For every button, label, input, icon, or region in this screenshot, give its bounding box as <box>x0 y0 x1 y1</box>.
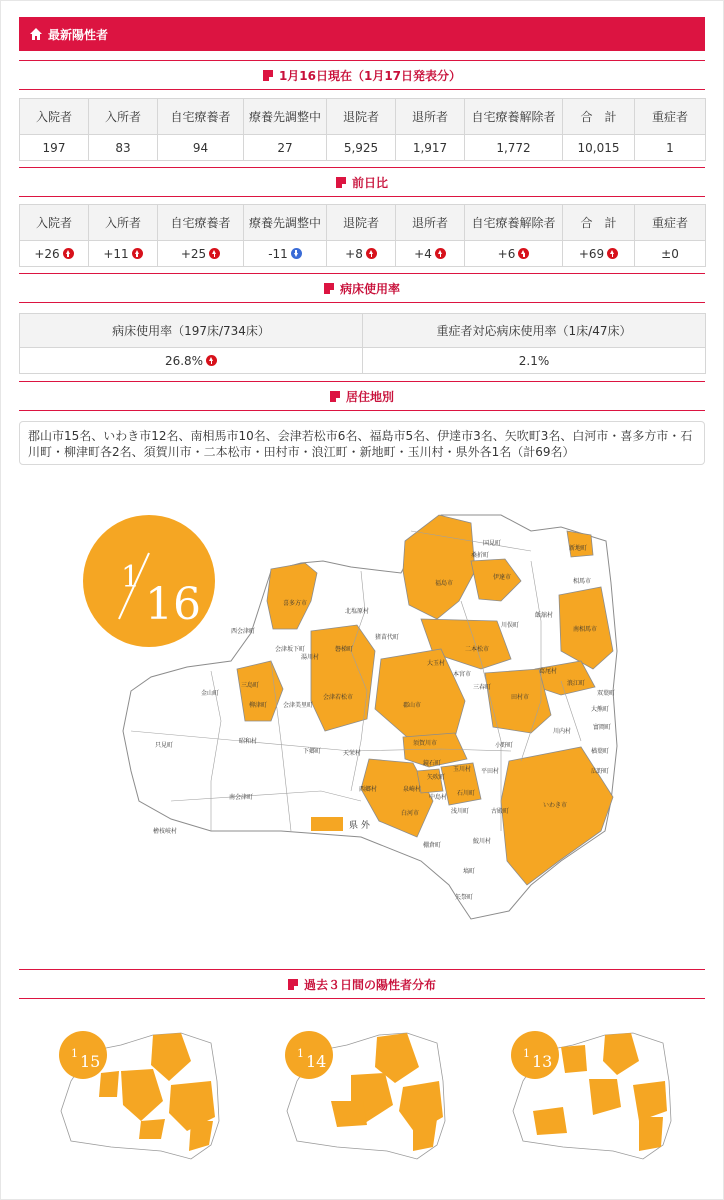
label-showa: 昭和村 <box>239 738 258 745</box>
label-naraha: 楢葉町 <box>591 748 610 755</box>
col-header: 自宅療養解除者 <box>465 205 563 241</box>
col-header: 病床使用率（197床/734床） <box>20 314 363 348</box>
cell: 5,925 <box>327 135 396 161</box>
cell: 83 <box>89 135 158 161</box>
col-header: 入院者 <box>20 99 89 135</box>
label-tadami: 只見町 <box>155 742 174 749</box>
cell-value: +8 <box>345 246 363 261</box>
label-tamakawa: 玉川村 <box>453 766 472 773</box>
label-minamiaizu: 南会津町 <box>229 794 254 801</box>
label-nishigo: 西郷村 <box>359 786 378 793</box>
label-fukushima: 福島市 <box>435 580 454 587</box>
col-header: 合 計 <box>563 99 635 135</box>
table-header-row <box>20 99 706 135</box>
diff-heading <box>19 167 705 197</box>
table-header-row <box>20 205 706 241</box>
col-header: 入所者 <box>89 205 158 241</box>
label-inawashiro: 猪苗代町 <box>375 634 400 641</box>
table-row <box>20 135 706 161</box>
col-header: 重症者 <box>635 205 706 241</box>
legend-swatch <box>311 817 343 831</box>
past-heading-text: 過去３日間の陽性者分布 <box>303 977 436 992</box>
col-header: 自宅療養者 <box>158 205 244 241</box>
col-header: 入院者 <box>20 205 89 241</box>
residence-heading-text: 居住地別 <box>345 389 394 404</box>
col-header: 合 計 <box>563 205 635 241</box>
label-aizumisato: 会津美里町 <box>283 702 314 709</box>
date-month: 1 <box>121 560 141 595</box>
arrow-up-icon <box>63 248 74 259</box>
note-icon <box>288 979 298 990</box>
cell <box>563 241 635 267</box>
col-header: 退院者 <box>327 99 396 135</box>
cell-value: +25 <box>180 246 207 261</box>
region-aizuwakamatsu <box>311 625 375 731</box>
label-aizuwakamatsu: 会津若松市 <box>323 694 354 701</box>
label-futaba: 双葉町 <box>597 690 616 697</box>
label-sukagawa: 須賀川市 <box>413 740 438 747</box>
mini-day: 13 <box>532 1052 553 1071</box>
cell: 1,772 <box>465 135 563 161</box>
past-heading <box>19 969 705 999</box>
col-header: 療養先調整中 <box>244 205 327 241</box>
past-maps <box>19 1021 705 1171</box>
col-header: 重症者 <box>635 99 706 135</box>
mini-month: 1 <box>523 1047 530 1060</box>
arrow-up-icon <box>366 248 377 259</box>
cell <box>20 241 89 267</box>
label-bandai: 磐梯町 <box>335 646 354 653</box>
residence-text: 郡山市15名、いわき市12名、南相馬市10名、会津若松市6名、福島市5名、伊達市3名、矢吹町3名、白河市・喜多方市・石川町・柳津町各2名、須賀川市・二本松市・田村市・浪江町・新地町・玉川村・県外各1名（計69名） <box>19 421 705 465</box>
label-nishiaizu: 西会津町 <box>231 628 256 635</box>
note-icon <box>336 177 346 188</box>
label-kagamiishi: 鏡石町 <box>423 760 442 767</box>
label-mishima: 三島町 <box>241 682 260 689</box>
label-date: 伊達市 <box>493 574 512 581</box>
label-soma: 相馬市 <box>573 578 592 585</box>
cell-value: 26.8% <box>164 353 204 368</box>
diff-heading-text: 前日比 <box>351 175 388 190</box>
label-kawamata: 川俣町 <box>501 622 520 629</box>
arrow-up-icon <box>435 248 446 259</box>
cell <box>89 241 158 267</box>
cell: 94 <box>158 135 244 161</box>
table-row <box>20 241 706 267</box>
current-heading <box>19 60 705 90</box>
mini-month: 1 <box>71 1047 78 1060</box>
cell-value: +6 <box>497 246 516 261</box>
label-izumizaki: 泉崎村 <box>403 786 422 793</box>
label-shimogo: 下郷町 <box>303 748 322 755</box>
label-furudono: 古殿町 <box>491 808 510 815</box>
arrow-down-icon <box>291 248 302 259</box>
mini-map-1 <box>41 1021 231 1161</box>
label-yabuki: 矢吹町 <box>427 774 446 781</box>
label-asakawa: 浅川町 <box>451 808 470 815</box>
label-samegawa: 鮫川村 <box>473 838 492 845</box>
cell: 2.1% <box>363 348 706 374</box>
label-tamura: 田村市 <box>511 694 530 701</box>
diff-table <box>19 204 706 267</box>
banner-title: 最新陽性者 <box>48 27 109 42</box>
beds-heading <box>19 273 705 303</box>
label-iwaki: いわき市 <box>543 802 568 809</box>
label-tanagura: 棚倉町 <box>423 842 442 849</box>
label-iitate: 飯舘村 <box>535 612 554 619</box>
cell <box>20 348 363 374</box>
cell-value: +4 <box>414 246 432 261</box>
cell: 10,015 <box>563 135 635 161</box>
label-motomiya: 本宮市 <box>453 671 472 678</box>
label-katsurao: 葛尾村 <box>539 668 558 675</box>
cell <box>465 241 563 267</box>
beds-table <box>19 313 706 374</box>
label-kawauchi: 川内村 <box>553 728 572 735</box>
label-yugawa: 湯川村 <box>301 654 320 661</box>
note-icon <box>263 70 273 81</box>
label-minamisoma: 南相馬市 <box>573 626 598 633</box>
cell: 1 <box>635 135 706 161</box>
arrow-up-icon <box>518 248 529 259</box>
region-shinchi <box>567 531 593 557</box>
table-header-row <box>20 314 706 348</box>
label-hinoemata: 檜枝岐村 <box>153 828 178 835</box>
label-otama: 大玉村 <box>427 660 446 667</box>
label-kaneyama: 金山町 <box>201 690 220 697</box>
table-row <box>20 348 706 374</box>
section-banner <box>19 17 705 51</box>
label-nakajima: 中島村 <box>429 794 448 801</box>
col-header: 退所者 <box>396 99 465 135</box>
cell-value: +26 <box>34 246 60 261</box>
residence-heading <box>19 381 705 411</box>
fukushima-map <box>61 501 661 921</box>
cell-value: +11 <box>103 246 129 261</box>
mini-day: 14 <box>306 1052 327 1071</box>
note-icon <box>330 391 340 402</box>
cell <box>158 241 244 267</box>
label-kitashiobara: 北塩原村 <box>345 608 370 615</box>
col-header: 重症者対応病床使用率（1床/47床） <box>363 314 706 348</box>
cell-value: -11 <box>268 246 288 261</box>
label-hirono: 広野町 <box>591 768 610 775</box>
col-header: 入所者 <box>89 99 158 135</box>
cell: 27 <box>244 135 327 161</box>
label-koriyama: 郡山市 <box>403 702 422 709</box>
label-nihonmatsu: 二本松市 <box>465 646 490 653</box>
mini-month: 1 <box>297 1047 304 1060</box>
label-tomioka: 富岡町 <box>593 724 612 731</box>
label-kunimi: 国見町 <box>483 540 502 547</box>
col-header: 自宅療養者 <box>158 99 244 135</box>
label-hirata: 平田村 <box>481 768 500 775</box>
label-yamatsuri: 矢祭町 <box>455 894 474 901</box>
col-header: 退院者 <box>327 205 396 241</box>
label-ishikawa: 石川町 <box>457 790 476 797</box>
label-shirakawa: 白河市 <box>401 810 420 817</box>
beds-heading-text: 病床使用率 <box>339 281 400 296</box>
home-icon <box>29 27 43 41</box>
label-shinchi: 新地町 <box>569 545 588 552</box>
label-tenei: 天栄村 <box>343 750 362 757</box>
cell <box>327 241 396 267</box>
cell-value: +69 <box>578 246 605 261</box>
arrow-up-icon <box>607 248 618 259</box>
label-hanawa: 塙町 <box>463 868 476 875</box>
label-miharu: 三春町 <box>473 684 492 691</box>
arrow-up-icon <box>132 248 143 259</box>
cell: 1,917 <box>396 135 465 161</box>
label-namie: 浪江町 <box>567 680 586 687</box>
mini-day: 15 <box>80 1052 101 1071</box>
mini-map-2 <box>267 1021 457 1161</box>
label-okuma: 大熊町 <box>591 706 610 713</box>
col-header: 療養先調整中 <box>244 99 327 135</box>
label-yanaizu: 柳津町 <box>249 702 268 709</box>
current-table <box>19 98 706 161</box>
arrow-up-icon <box>209 248 220 259</box>
arrow-up-icon <box>206 355 217 366</box>
label-ono: 小野町 <box>495 742 514 749</box>
cell <box>635 241 706 267</box>
cell <box>244 241 327 267</box>
cell: 197 <box>20 135 89 161</box>
mini-map-3 <box>493 1021 683 1161</box>
col-header: 自宅療養解除者 <box>465 99 563 135</box>
label-koori: 桑折町 <box>471 552 490 559</box>
label-kitakata: 喜多方市 <box>283 600 308 607</box>
cell <box>396 241 465 267</box>
note-icon <box>324 283 334 294</box>
cell-value: ±0 <box>661 246 679 261</box>
label-aizubange: 会津坂下町 <box>275 646 306 653</box>
legend-label: 県 外 <box>349 821 370 831</box>
date-day: 16 <box>145 579 201 630</box>
col-header: 退所者 <box>396 205 465 241</box>
current-heading-text: 1月16日現在（1月17日発表分） <box>278 68 462 83</box>
